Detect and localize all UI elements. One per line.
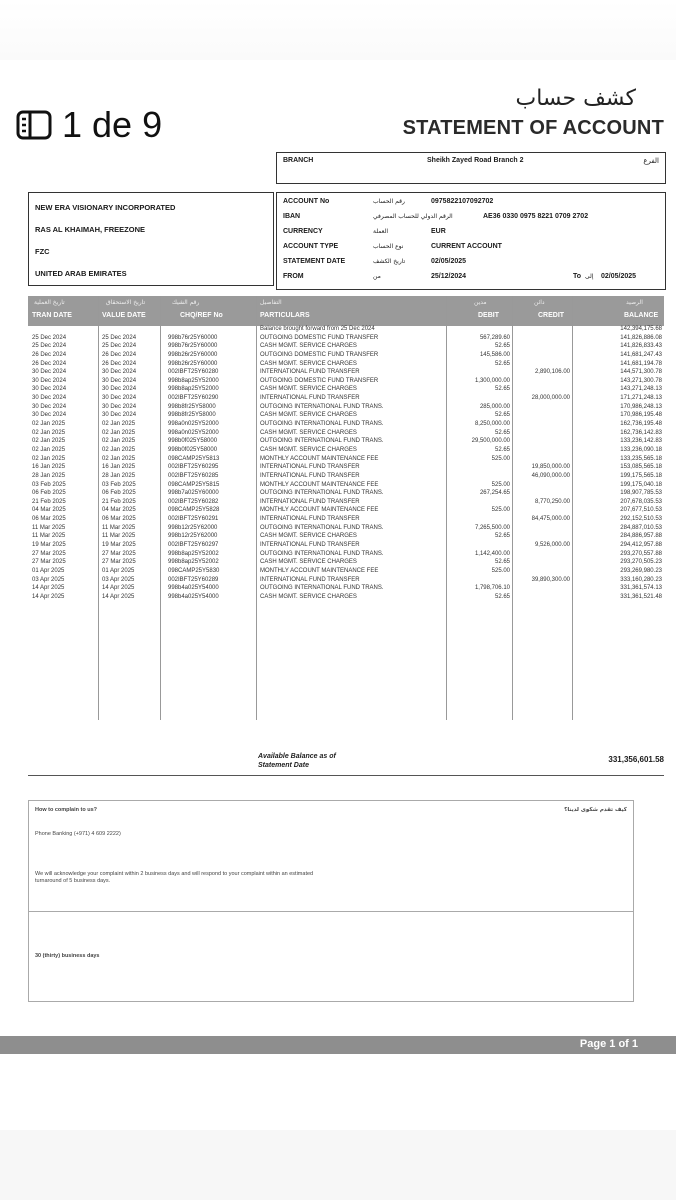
- iban-label: IBAN: [283, 213, 301, 220]
- account-type-label: ACCOUNT TYPE: [283, 243, 339, 250]
- cell-tran-date: 02 Jan 2025: [32, 446, 66, 453]
- header-value-date: VALUE DATE: [102, 312, 146, 319]
- table-row: [28, 412, 664, 421]
- branch-box: [276, 152, 666, 184]
- cell-value-date: 27 Mar 2025: [102, 559, 136, 566]
- cell-balance: 207,678,035.53: [620, 498, 662, 505]
- cell-particulars: OUTGOING INTERNATIONAL FUND TRANS.: [260, 550, 384, 557]
- table-row: [28, 482, 664, 491]
- cell-ref-no: 098CAMP25Y5815: [168, 481, 220, 488]
- cell-particulars: CASH MGMT. SERVICE CHARGES: [260, 386, 357, 393]
- customer-address-line: FZC: [35, 247, 50, 256]
- footer-bar: [0, 1036, 676, 1054]
- period-row: [283, 273, 659, 285]
- table-row: [28, 430, 664, 439]
- page-number: Page 1 of 1: [579, 1038, 638, 1050]
- iban-row: [283, 213, 659, 225]
- cell-value-date: 30 Dec 2024: [102, 369, 137, 376]
- cell-ref-no: 098CAMP25Y5813: [168, 455, 220, 462]
- header-chq-ref: CHQ/REF No: [180, 312, 223, 319]
- statement-date-label-ar: تاريخ الكشف: [373, 258, 406, 265]
- cell-particulars: MONTHLY ACCOUNT MAINTENANCE FEE: [260, 507, 379, 514]
- cell-particulars: OUTGOING DOMESTIC FUND TRANSFER: [260, 334, 379, 341]
- cell-ref-no: 002IBFT25Y60282: [168, 498, 219, 505]
- cell-particulars: INTERNATIONAL FUND TRANSFER: [260, 472, 360, 479]
- cell-tran-date: 21 Feb 2025: [32, 498, 66, 505]
- customer-country: UNITED ARAB EMIRATES: [35, 269, 127, 278]
- cell-ref-no: 998b12r25Y62000: [168, 524, 218, 531]
- cell-ref-no: 998b8fr25Y58000: [168, 412, 216, 419]
- cell-balance: 143,271,248.13: [620, 386, 662, 393]
- header-particulars: PARTICULARS: [260, 312, 310, 319]
- cell-tran-date: 11 Mar 2025: [32, 533, 66, 540]
- branch-label-ar: الفرع: [643, 157, 659, 165]
- table-row: [28, 533, 664, 542]
- complaint-title: How to complain to us?: [35, 807, 98, 813]
- column-divider: [572, 296, 573, 720]
- currency-label-ar: العملة: [373, 228, 389, 235]
- table-row: [28, 361, 664, 370]
- from-label: FROM: [283, 273, 304, 280]
- cell-particulars: OUTGOING INTERNATIONAL FUND TRANS.: [260, 585, 384, 592]
- cell-credit: 28,000,000.00: [531, 395, 570, 402]
- cell-balance: 293,270,557.88: [620, 550, 662, 557]
- cell-balance: 207,677,510.53: [620, 507, 662, 514]
- header-ref-ar: رقم الشيك: [172, 299, 200, 306]
- cell-debit: 525.00: [491, 507, 510, 514]
- cell-particulars: INTERNATIONAL FUND TRANSFER: [260, 576, 360, 583]
- branch-value: Sheikh Zayed Road Branch 2: [427, 157, 524, 164]
- cell-particulars: INTERNATIONAL FUND TRANSFER: [260, 464, 360, 471]
- table-row: [28, 577, 664, 586]
- cell-balance: 284,887,010.53: [620, 524, 662, 531]
- cell-value-date: 06 Feb 2025: [102, 490, 136, 497]
- cell-particulars: CASH MGMT. SERVICE CHARGES: [260, 533, 357, 540]
- cell-value-date: 30 Dec 2024: [102, 412, 137, 419]
- cell-tran-date: 26 Dec 2024: [32, 351, 67, 358]
- phone-banking: Phone Banking (+971) 4 609 2222): [35, 831, 121, 837]
- cell-value-date: 16 Jan 2025: [102, 464, 136, 471]
- cell-tran-date: 30 Dec 2024: [32, 412, 67, 419]
- table-row: [28, 516, 664, 525]
- cell-ref-no: 998b0f025Y58000: [168, 446, 218, 453]
- cell-tran-date: 27 Mar 2025: [32, 550, 66, 557]
- account-type-label-ar: نوع الحساب: [373, 243, 404, 250]
- cell-balance: 170,986,195.48: [620, 412, 662, 419]
- statement-title: STATEMENT OF ACCOUNT: [402, 117, 664, 139]
- table-row-opening: [28, 326, 664, 335]
- cell-balance: 294,412,957.88: [620, 542, 662, 549]
- table-row: [28, 378, 664, 387]
- cell-particulars: INTERNATIONAL FUND TRANSFER: [260, 516, 360, 523]
- table-row: [28, 438, 664, 447]
- cell-debit: 52.65: [494, 412, 510, 419]
- available-balance-value: 331,356,601.58: [608, 755, 664, 764]
- cell-particulars: OUTGOING INTERNATIONAL FUND TRANS.: [260, 421, 384, 428]
- cell-particulars: CASH MGMT. SERVICE CHARGES: [260, 559, 357, 566]
- to-label: To: [573, 273, 582, 280]
- cell-value-date: 26 Dec 2024: [102, 351, 137, 358]
- header-part-ar: التفاصيل: [260, 299, 282, 306]
- iban-label-ar: الرقم الدولي للحساب المصرفي: [373, 213, 453, 220]
- cell-particulars: CASH MGMT. SERVICE CHARGES: [260, 593, 357, 600]
- customer-name: NEW ERA VISIONARY INCORPORATED: [35, 203, 176, 212]
- cell-debit: 52.65: [494, 429, 510, 436]
- account-no-row: [283, 198, 659, 210]
- table-row: [28, 490, 664, 499]
- cell-balance: 293,270,505.23: [620, 559, 662, 566]
- table-row: [28, 499, 664, 508]
- table-row: [28, 447, 664, 456]
- cell-value-date: 02 Jan 2025: [102, 421, 136, 428]
- cell-ref-no: 998a0n025Y52000: [168, 429, 219, 436]
- cell-debit: 285,000.00: [479, 403, 510, 410]
- currency-value: EUR: [431, 228, 446, 235]
- cell-ref-no: 998b8ap25Y52002: [168, 559, 219, 566]
- cell-particulars: CASH MGMT. SERVICE CHARGES: [260, 446, 357, 453]
- cell-value-date: 30 Dec 2024: [102, 386, 137, 393]
- cell-tran-date: 01 Apr 2025: [32, 567, 65, 574]
- cell-debit: 1,300,000.00: [474, 377, 510, 384]
- cell-particulars: OUTGOING DOMESTIC FUND TRANSFER: [260, 377, 379, 384]
- cell-debit: 52.65: [494, 533, 510, 540]
- cell-debit: 525.00: [491, 455, 510, 462]
- cell-balance: 133,236,142.83: [620, 438, 662, 445]
- header-balance: BALANCE: [624, 312, 659, 319]
- cell-debit: 525.00: [491, 567, 510, 574]
- cell-debit: 267,254.65: [479, 490, 510, 497]
- cell-tran-date: 02 Jan 2025: [32, 421, 66, 428]
- header-balance-ar: الرصيد: [626, 299, 643, 306]
- cell-balance: 198,907,785.53: [620, 490, 662, 497]
- cell-value-date: 21 Feb 2025: [102, 498, 136, 505]
- cell-tran-date: 14 Apr 2025: [32, 593, 65, 600]
- cell-ref-no: 002IBFT25Y60285: [168, 472, 219, 479]
- cell-balance: 153,085,565.18: [620, 464, 662, 471]
- cell-value-date: 30 Dec 2024: [102, 403, 137, 410]
- account-details: [276, 192, 666, 290]
- cell-ref-no: 002IBFT25Y60290: [168, 395, 219, 402]
- from-value: 25/12/2024: [431, 273, 467, 280]
- table-row: [28, 352, 664, 361]
- cell-debit: 1,798,706.10: [474, 585, 510, 592]
- complaint-title-ar: كيف تقدم شكوى لدينا؟: [564, 807, 627, 813]
- cell-debit: 8,250,000.00: [474, 421, 510, 428]
- cell-particulars: CASH MGMT. SERVICE CHARGES: [260, 360, 357, 367]
- table-row: [28, 335, 664, 344]
- cell-ref-no: 998b8fr25Y58000: [168, 403, 216, 410]
- cell-balance: 170,986,248.13: [620, 403, 662, 410]
- table-row: [28, 507, 664, 516]
- cell-balance: 144,571,300.78: [620, 369, 662, 376]
- table-row: [28, 568, 664, 577]
- column-divider: [446, 296, 447, 720]
- cell-ref-no: 998a0n025Y52000: [168, 421, 219, 428]
- cell-balance: 199,175,040.18: [620, 481, 662, 488]
- table-row: [28, 473, 664, 482]
- cell-tran-date: 06 Mar 2025: [32, 516, 66, 523]
- cell-tran-date: 30 Dec 2024: [32, 403, 67, 410]
- cell-tran-date: 30 Dec 2024: [32, 377, 67, 384]
- header-value-ar: تاريخ الاستحقاق: [106, 299, 146, 306]
- page-indicator-text: 1 de 9: [62, 104, 163, 145]
- table-row: [28, 525, 664, 534]
- cell-ref-no: 998b26r25Y60000: [168, 351, 218, 358]
- cell-credit: 8,770,250.00: [534, 498, 570, 505]
- table-row: [28, 421, 664, 430]
- cell-ref-no: 002IBFT25Y60289: [168, 576, 219, 583]
- table-header: [28, 296, 664, 326]
- cell-balance: 141,826,886.08: [620, 334, 662, 341]
- cell-particulars: OUTGOING INTERNATIONAL FUND TRANS.: [260, 438, 384, 445]
- divider: [28, 775, 664, 776]
- cell-tran-date: 11 Mar 2025: [32, 524, 66, 531]
- cell-balance: 141,681,247.43: [620, 351, 662, 358]
- cell-credit: 46,090,000.00: [531, 472, 570, 479]
- cell-tran-date: 03 Apr 2025: [32, 576, 65, 583]
- table-row: [28, 542, 664, 551]
- cell-debit: 7,265,500.00: [474, 524, 510, 531]
- available-balance-label: Available Balance as of Statement Date: [258, 753, 336, 769]
- cell-particulars: MONTHLY ACCOUNT MAINTENANCE FEE: [260, 455, 379, 462]
- cell-tran-date: 04 Mar 2025: [32, 507, 66, 514]
- cell-tran-date: 28 Jan 2025: [32, 472, 66, 479]
- cell-value-date: 06 Mar 2025: [102, 516, 136, 523]
- cell-tran-date: 26 Dec 2024: [32, 360, 67, 367]
- statement-date-label: STATEMENT DATE: [283, 258, 346, 265]
- cell-ref-no: 998b4a025Y54000: [168, 593, 219, 600]
- cell-value-date: 14 Apr 2025: [102, 585, 135, 592]
- cell-tran-date: 02 Jan 2025: [32, 438, 66, 445]
- page-grid-icon: [16, 110, 52, 140]
- cell-value-date: 03 Feb 2025: [102, 481, 136, 488]
- page-indicator[interactable]: [16, 104, 162, 146]
- screen-bottom-fade: [0, 1130, 676, 1200]
- cell-ref-no: 998b8ap25Y52002: [168, 550, 219, 557]
- cell-ref-no: 002IBFT25Y60280: [168, 369, 219, 376]
- account-type-row: [283, 243, 659, 255]
- cell-tran-date: 19 Mar 2025: [32, 542, 66, 549]
- cell-value-date: 26 Dec 2024: [102, 360, 137, 367]
- cell-tran-date: 30 Dec 2024: [32, 369, 67, 376]
- cell-debit: 525.00: [491, 481, 510, 488]
- table-row: [28, 559, 664, 568]
- cell-value-date: 14 Apr 2025: [102, 593, 135, 600]
- cell-ref-no: 998b8ap25Y52000: [168, 386, 219, 393]
- cell-value-date: 01 Apr 2025: [102, 567, 135, 574]
- cell-particulars: OUTGOING INTERNATIONAL FUND TRANS.: [260, 524, 384, 531]
- cell-balance: 331,361,574.13: [620, 585, 662, 592]
- cell-balance: 284,886,957.88: [620, 533, 662, 540]
- cell-balance: 162,736,142.83: [620, 429, 662, 436]
- cell-ref-no: 998b4a025Y54000: [168, 585, 219, 592]
- cell-particulars: OUTGOING INTERNATIONAL FUND TRANS.: [260, 403, 384, 410]
- cell-credit: 2,890,106.00: [534, 369, 570, 376]
- cell-value-date: 11 Mar 2025: [102, 524, 136, 531]
- cell-ref-no: 998b0f025Y58000: [168, 438, 218, 445]
- cell-balance: 292,152,510.53: [620, 516, 662, 523]
- cell-tran-date: 30 Dec 2024: [32, 386, 67, 393]
- cell-particulars: CASH MGMT. SERVICE CHARGES: [260, 412, 357, 419]
- cell-particulars: OUTGOING INTERNATIONAL FUND TRANS.: [260, 490, 384, 497]
- transactions-table: [28, 296, 664, 603]
- table-row: [28, 395, 664, 404]
- cell-tran-date: 25 Dec 2024: [32, 334, 67, 341]
- header-date-ar: تاريخ العملية: [34, 299, 65, 306]
- account-no-value: 0975822107092702: [431, 198, 494, 205]
- header-debit-ar: مدين: [474, 299, 487, 306]
- cell-tran-date: 16 Jan 2025: [32, 464, 66, 471]
- account-no-label: ACCOUNT No: [283, 198, 330, 205]
- cell-balance: 162,736,195.48: [620, 421, 662, 428]
- customer-address-line: RAS AL KHAIMAH, FREEZONE: [35, 225, 146, 234]
- cell-balance: 293,269,980.23: [620, 567, 662, 574]
- cell-particulars: INTERNATIONAL FUND TRANSFER: [260, 395, 360, 402]
- header-debit: DEBIT: [478, 312, 499, 319]
- table-row: [28, 369, 664, 378]
- cell-particulars: CASH MGMT. SERVICE CHARGES: [260, 429, 357, 436]
- cell-value-date: 02 Jan 2025: [102, 429, 136, 436]
- cell-tran-date: 14 Apr 2025: [32, 585, 65, 592]
- cell-ref-no: 998b12r25Y62000: [168, 533, 218, 540]
- currency-row: [283, 228, 659, 240]
- column-divider: [256, 296, 257, 720]
- cell-tran-date: 06 Feb 2025: [32, 490, 66, 497]
- cell-ref-no: 002IBFT25Y60297: [168, 542, 219, 549]
- table-row: [28, 404, 664, 413]
- cell-credit: 19,850,000.00: [531, 464, 570, 471]
- cell-debit: 29,500,000.00: [471, 438, 510, 445]
- cell-value-date: 02 Jan 2025: [102, 455, 136, 462]
- cell-value-date: 11 Mar 2025: [102, 533, 136, 540]
- cell-ref-no: 998b76r25Y60000: [168, 334, 218, 341]
- cell-value-date: 25 Dec 2024: [102, 343, 137, 350]
- screen-top-fade: [0, 0, 676, 60]
- cell-tran-date: 02 Jan 2025: [32, 455, 66, 462]
- cell-ref-no: 002IBFT25Y60291: [168, 516, 219, 523]
- cell-value-date: 30 Dec 2024: [102, 377, 137, 384]
- cell-debit: 52.65: [494, 386, 510, 393]
- table-row: [28, 594, 664, 603]
- cell-particulars: MONTHLY ACCOUNT MAINTENANCE FEE: [260, 481, 379, 488]
- table-row: [28, 464, 664, 473]
- cell-value-date: 03 Apr 2025: [102, 576, 135, 583]
- cell-particulars: OUTGOING DOMESTIC FUND TRANSFER: [260, 351, 379, 358]
- cell-balance: 171,271,248.13: [620, 395, 662, 402]
- cell-value-date: 04 Mar 2025: [102, 507, 136, 514]
- cell-ref-no: 998b76r25Y60000: [168, 343, 218, 350]
- cell-balance: 133,236,090.18: [620, 446, 662, 453]
- cell-balance: 331,361,521.48: [620, 593, 662, 600]
- cell-debit: 52.65: [494, 446, 510, 453]
- cell-particulars: CASH MGMT. SERVICE CHARGES: [260, 343, 357, 350]
- cell-debit: 567,289.60: [479, 334, 510, 341]
- cell-particulars: MONTHLY ACCOUNT MAINTENANCE FEE: [260, 567, 379, 574]
- table-row: [28, 551, 664, 560]
- cell-value-date: 02 Jan 2025: [102, 446, 136, 453]
- from-label-ar: من: [373, 273, 381, 280]
- cell-ref-no: 998b8ap25Y52000: [168, 377, 219, 384]
- table-body: [28, 326, 664, 603]
- table-row: [28, 343, 664, 352]
- statement-date-value: 02/05/2025: [431, 258, 467, 265]
- cell-ref-no: 002IBFT25Y60295: [168, 464, 219, 471]
- column-divider: [98, 296, 99, 720]
- days-note: 30 (thirty) business days: [35, 953, 100, 959]
- account-no-label-ar: رقم الحساب: [373, 198, 405, 205]
- table-row: [28, 585, 664, 594]
- divider: [29, 911, 633, 912]
- title-arabic: كشف حساب: [515, 86, 636, 111]
- cell-balance: 141,826,833.43: [620, 343, 662, 350]
- complaint-ack: We will acknowledge your complaint within 2 business days and will respond to your complaint within an estimated turnaround of 5 business days.: [35, 871, 314, 884]
- cell-debit: 52.65: [494, 343, 510, 350]
- cell-tran-date: 27 Mar 2025: [32, 559, 66, 566]
- cell-value-date: 28 Jan 2025: [102, 472, 136, 479]
- cell-debit: 52.65: [494, 593, 510, 600]
- cell-value-date: 30 Dec 2024: [102, 395, 137, 402]
- cell-value-date: 25 Dec 2024: [102, 334, 137, 341]
- cell-credit: 84,475,000.00: [531, 516, 570, 523]
- cell-tran-date: 02 Jan 2025: [32, 429, 66, 436]
- cell-particulars: INTERNATIONAL FUND TRANSFER: [260, 542, 360, 549]
- cell-balance: 199,175,565.18: [620, 472, 662, 479]
- table-row: [28, 386, 664, 395]
- to-label-ar: إلى: [585, 273, 594, 280]
- cell-tran-date: 03 Feb 2025: [32, 481, 66, 488]
- complaints-notes: [28, 800, 634, 1002]
- cell-value-date: 02 Jan 2025: [102, 438, 136, 445]
- statement-date-row: [283, 258, 659, 270]
- to-value: 02/05/2025: [601, 273, 637, 280]
- cell-balance: 133,235,565.18: [620, 455, 662, 462]
- header-credit: CREDIT: [538, 312, 565, 319]
- cell-tran-date: 30 Dec 2024: [32, 395, 67, 402]
- header-credit-ar: دائن: [534, 299, 545, 306]
- cell-tran-date: 25 Dec 2024: [32, 343, 67, 350]
- header-tran-date: TRAN DATE: [32, 312, 72, 319]
- opening-text: Balance brought forward from 25 Dec 2024: [260, 326, 375, 332]
- cell-debit: 52.65: [494, 360, 510, 367]
- account-type-value: CURRENT ACCOUNT: [431, 243, 502, 250]
- iban-value: AE36 0330 0975 8221 0709 2702: [483, 213, 589, 220]
- cell-ref-no: 098CAMP25Y5830: [168, 567, 220, 574]
- customer-address: [28, 192, 274, 286]
- cell-debit: 52.65: [494, 559, 510, 566]
- cell-credit: 39,890,300.00: [531, 576, 570, 583]
- cell-credit: 9,526,000.00: [534, 542, 570, 549]
- branch-label: BRANCH: [283, 157, 314, 164]
- cell-balance: 333,160,280.23: [620, 576, 662, 583]
- cell-balance: 141,681,194.78: [620, 360, 662, 367]
- cell-particulars: INTERNATIONAL FUND TRANSFER: [260, 498, 360, 505]
- cell-ref-no: 098CAMP25Y5828: [168, 507, 220, 514]
- cell-debit: 1,142,400.00: [474, 550, 510, 557]
- cell-value-date: 27 Mar 2025: [102, 550, 136, 557]
- cell-ref-no: 998b7a025Y60000: [168, 490, 219, 497]
- cell-ref-no: 998b26r25Y60000: [168, 360, 218, 367]
- column-divider: [160, 296, 161, 720]
- column-divider: [512, 296, 513, 720]
- cell-particulars: INTERNATIONAL FUND TRANSFER: [260, 369, 360, 376]
- currency-label: CURRENCY: [283, 228, 323, 235]
- opening-balance: 142,394,175.68: [620, 326, 662, 332]
- cell-debit: 145,586.00: [479, 351, 510, 358]
- cell-value-date: 19 Mar 2025: [102, 542, 136, 549]
- table-row: [28, 456, 664, 465]
- cell-balance: 143,271,300.78: [620, 377, 662, 384]
